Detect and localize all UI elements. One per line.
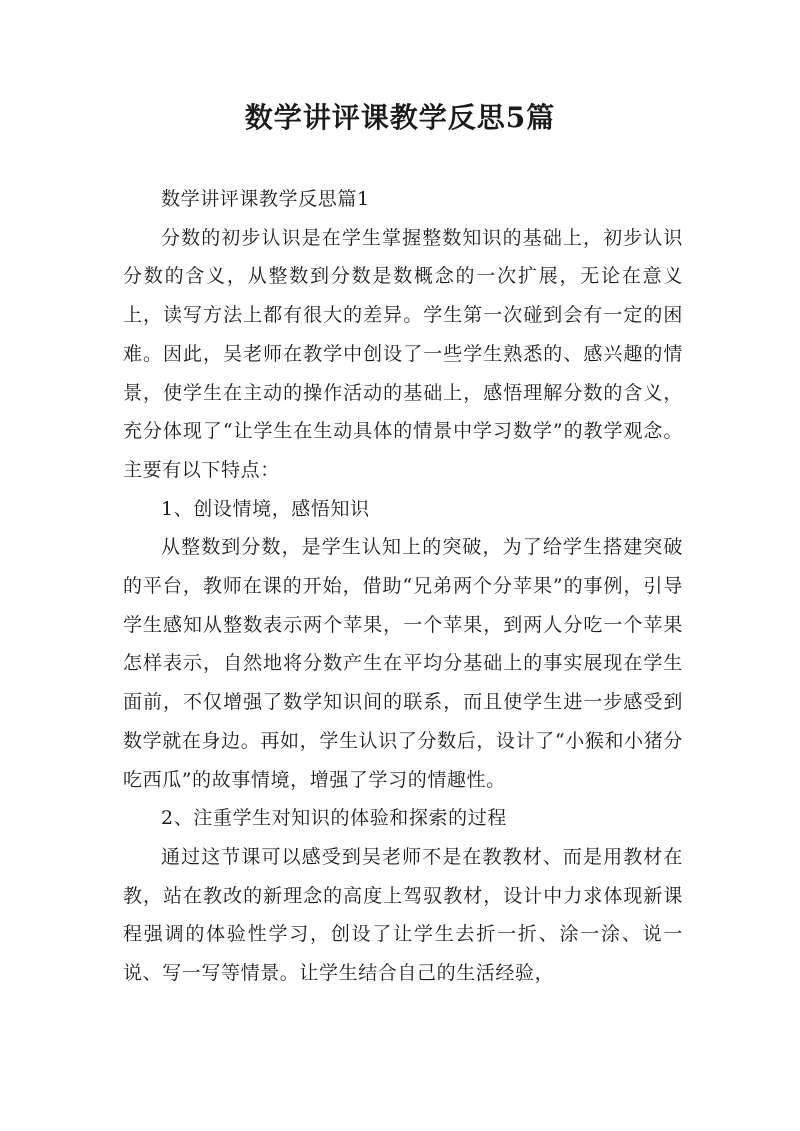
- paragraph: 分数的初步认识是在学生掌握整数知识的基础上，初步认识分数的含义，从整数到分数是数概念的一次扩展，无论在意义上，读写方法上都有很大的差异。学生第一次碰到会有一定的困难。因此，吴老师在教学中创设了一些学生熟悉的、感兴趣的情景，使学生在主动的操作活动的基础上，感悟理解分数的含义，充分体现了“让学生在生动具体的情景中学习数学”的教学观念。主要有以下特点：: [123, 226, 683, 481]
- subheading: 2、注重学生对知识的体验和探索的过程: [161, 807, 507, 830]
- document-body: [123, 180, 683, 993]
- document-title: 数学讲评课教学反思5篇: [244, 101, 556, 134]
- section-heading: 数学讲评课教学反思篇1: [161, 188, 370, 210]
- subheading: 1、创设情境，感悟知识: [161, 497, 370, 520]
- paragraph: 通过这节课可以感受到吴老师不是在教教材、而是用教材在教，站在教改的新理念的高度上驾驭教材，设计中力求体现新课程强调的体验性学习，创设了让学生去折一折、涂一涂、说一说、写一写等情景。让学生结合自己的生活经验，: [123, 845, 683, 985]
- paragraph: 从整数到分数，是学生认知上的突破，为了给学生搭建突破的平台，教师在课的开始，借助“兄弟两个分苹果”的事例，引导学生感知从整数表示两个苹果，一个苹果，到两人分吃一个苹果怎样表示，自然地将分数产生在平均分基础上的事实展现在学生面前，不仅增强了数学知识间的联系，而且使学生进一步感受到数学就在身边。再如，学生认识了分数后，设计了“小猴和小猪分吃西瓜”的故事情境，增强了学习的情趣性。: [123, 536, 683, 791]
